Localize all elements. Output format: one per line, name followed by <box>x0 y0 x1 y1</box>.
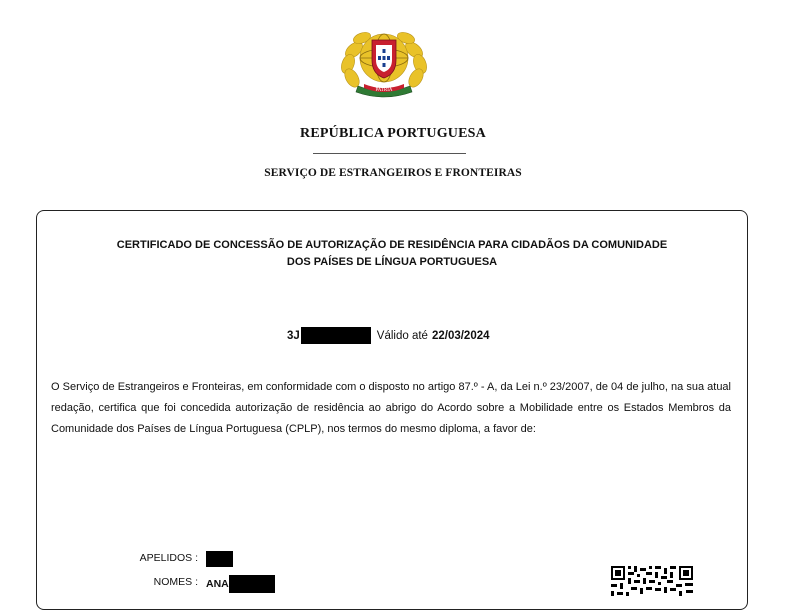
service-heading: SERVIÇO DE ESTRANGEIROS E FRONTEIRAS <box>264 167 522 179</box>
redacted-names <box>229 575 275 593</box>
names-prefix: ANA <box>206 578 229 590</box>
emblem-motto: PATRIA <box>375 88 393 93</box>
certificate-number-prefix: 3J <box>287 329 300 342</box>
surname-label: APELIDOS : <box>139 552 198 564</box>
names-label: NOMES : <box>153 576 198 588</box>
certificate-number-row <box>287 327 490 344</box>
certificate-title-line2: DOS PAÍSES DE LÍNGUA PORTUGUESA <box>286 256 498 268</box>
redacted-surname <box>206 551 233 567</box>
certificate-body: O Serviço de Estrangeiros e Fronteiras, em conformidade com o disposto no artigo 87.º - A, da Lei n.º 23/2007, de 04 de julho, na sua atual redação, certifica que foi concedida autorização de residência ao abrigo do Acordo sobre a Mobilidade entre os Estados Membros da Comunidade dos Países de Língua Portuguesa (CPLP), nos termos do mesmo diploma, a favor de: <box>51 381 731 435</box>
header-divider <box>313 153 466 154</box>
valid-label: Válido até <box>376 329 428 342</box>
redacted-number <box>301 327 371 344</box>
certificate-title <box>36 237 748 271</box>
names-value <box>206 575 275 593</box>
republic-heading: REPÚBLICA PORTUGUESA <box>300 126 486 141</box>
certificate-title-line1: CERTIFICADO DE CONCESSÃO DE AUTORIZAÇÃO DE RESIDÊNCIA PARA CIDADÃOS DA COMUNIDADE <box>116 239 668 251</box>
valid-date: 22/03/2024 <box>431 329 490 342</box>
coat-of-arms-icon <box>334 20 434 102</box>
